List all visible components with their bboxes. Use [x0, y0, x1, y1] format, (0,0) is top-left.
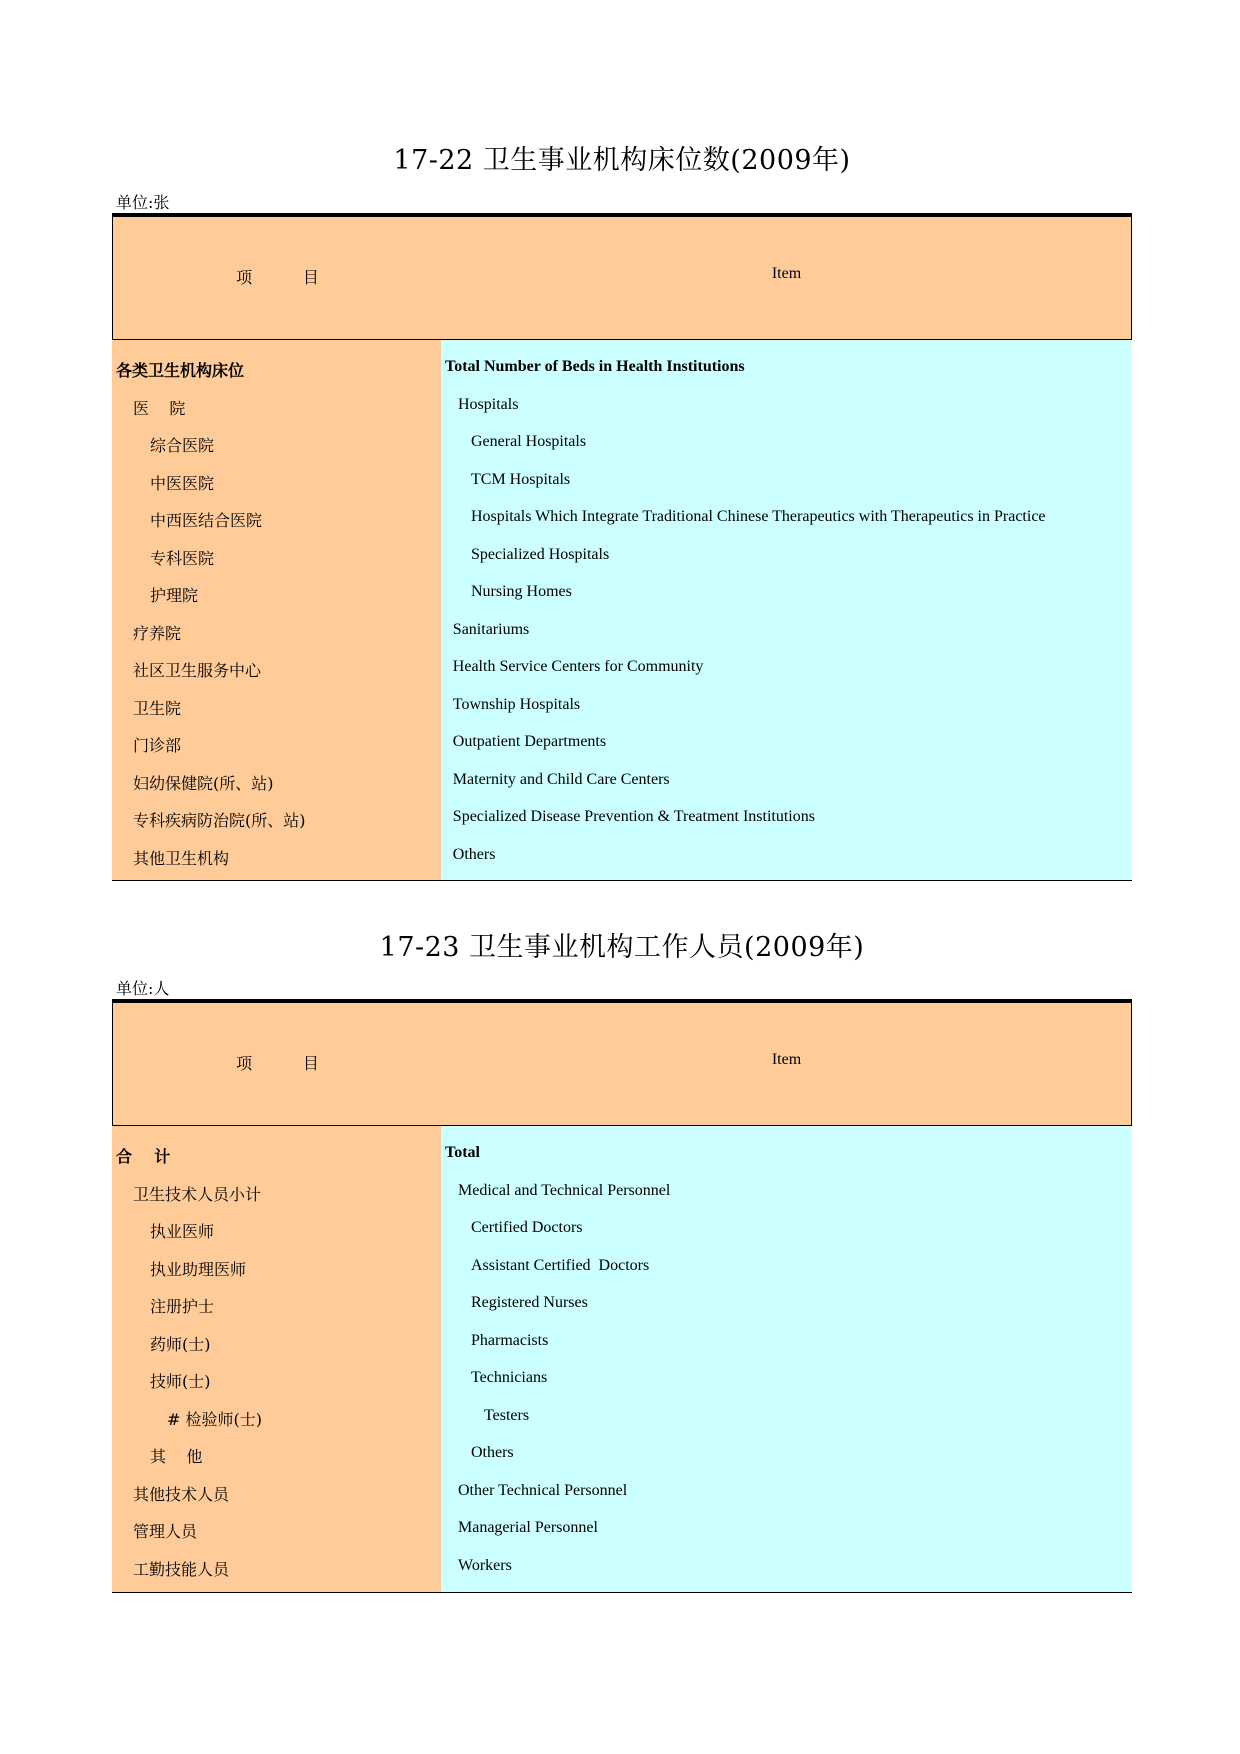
row-label-en: Total Number of Beds in Health Institutions [445, 358, 745, 375]
row-label-cn: 卫生院 [133, 698, 182, 718]
table-row [112, 838, 1132, 876]
row-label-cn: 注册护士 [150, 1297, 215, 1316]
table-row [112, 1174, 1132, 1212]
row-label-cn: 医 院 [133, 398, 186, 418]
row-label-cn: 合 计 [116, 1147, 171, 1166]
row-label-cn: 工勤技能人员 [133, 1559, 230, 1579]
row-label-en: General Hospitals [471, 433, 587, 450]
header-en: Item [771, 265, 802, 282]
table-row [112, 575, 1132, 613]
row-label-en: Total [445, 1144, 480, 1161]
header-cn: 项 目 [236, 268, 319, 287]
row-label-en: Certified Doctors [471, 1219, 583, 1236]
row-label-cn: 执业助理医师 [150, 1259, 247, 1279]
row-label-cn: 社区卫生服务中心 [133, 661, 262, 680]
table-row [112, 1136, 1132, 1174]
table-row [112, 1399, 1132, 1437]
row-label-en: Sanitariums [452, 620, 530, 638]
table-row [112, 1436, 1132, 1474]
unit-label: 单位:张 [116, 193, 170, 212]
table-row [112, 763, 1132, 801]
row-label-cn: 技师(士) [150, 1372, 211, 1391]
table-row [112, 500, 1132, 538]
row-label-en: Assistant Certified Doctors [471, 1256, 650, 1274]
row-label-en: Testers [484, 1406, 530, 1424]
header-cn: 项 目 [236, 1054, 319, 1073]
table-row [112, 1211, 1132, 1249]
row-label-cn: 其他卫生机构 [133, 848, 230, 868]
table-row [112, 725, 1132, 763]
row-label-cn: 门诊部 [133, 736, 182, 755]
table-row [112, 1286, 1132, 1324]
row-label-en: Maternity and Child Care Centers [452, 770, 670, 788]
row-label-en: Workers [458, 1556, 512, 1574]
table-header [112, 999, 1132, 1126]
row-label-en: Others [471, 1444, 514, 1461]
table-row [112, 1474, 1132, 1512]
row-label-cn: 综合医院 [150, 436, 215, 455]
row-label-cn: 疗养院 [133, 623, 182, 643]
table-row [112, 688, 1132, 726]
table-row [112, 800, 1132, 838]
row-label-en: Specialized Disease Prevention & Treatment Institutions [452, 808, 815, 825]
row-label-en: Township Hospitals [452, 695, 581, 713]
row-label-cn: # 检验师(士) [167, 1409, 262, 1429]
row-label-cn: 护理院 [150, 586, 199, 605]
row-label-en: Medical and Technical Personnel [458, 1181, 671, 1199]
row-label-cn: 执业医师 [150, 1222, 215, 1241]
table-row [112, 388, 1132, 426]
row-label-en: TCM Hospitals [471, 470, 571, 488]
row-label-en: Hospitals Which Integrate Traditional Chinese Therapeutics with Therapeutics in Practice [471, 508, 1046, 525]
row-label-en: Pharmacists [471, 1331, 549, 1349]
row-label-cn: 专科疾病防治院(所、站) [133, 811, 306, 830]
table-title: 17-22 卫生事业机构床位数(2009年) [393, 145, 851, 176]
header-en: Item [771, 1051, 802, 1068]
table-row [112, 538, 1132, 576]
row-label-en: Managerial Personnel [458, 1519, 598, 1536]
row-label-en: Registered Nurses [471, 1294, 588, 1311]
table-header [112, 213, 1132, 340]
row-label-cn: 药师(士) [150, 1334, 211, 1354]
table-row [112, 1511, 1132, 1549]
table-row [112, 1249, 1132, 1287]
row-label-en: Nursing Homes [471, 583, 572, 600]
table-row [112, 1361, 1132, 1399]
row-label-en: Outpatient Departments [452, 733, 607, 750]
row-label-cn: 管理人员 [133, 1522, 198, 1541]
row-label-cn: 卫生技术人员小计 [133, 1184, 262, 1204]
table-row [112, 650, 1132, 688]
table-row [112, 1324, 1132, 1362]
row-label-cn: 各类卫生机构床位 [116, 361, 245, 380]
table-body [112, 340, 1132, 881]
row-label-cn: 其他技术人员 [133, 1484, 230, 1504]
row-label-en: Hospitals [458, 395, 519, 413]
table-body [112, 1126, 1132, 1593]
row-label-en: Other Technical Personnel [458, 1481, 628, 1499]
table-row [112, 613, 1132, 651]
table-row [112, 1549, 1132, 1587]
table-title: 17-23 卫生事业机构工作人员(2009年) [379, 932, 865, 963]
row-label-en: Others [452, 845, 496, 863]
row-label-en: Health Service Centers for Community [452, 658, 704, 675]
row-label-cn: 妇幼保健院(所、站) [133, 773, 274, 793]
table-row [112, 425, 1132, 463]
row-label-cn: 专科医院 [150, 548, 215, 568]
table-row [112, 463, 1132, 501]
row-label-cn: 其 他 [150, 1447, 203, 1466]
row-label-en: Technicians [471, 1369, 548, 1386]
row-label-en: Specialized Hospitals [471, 545, 610, 563]
unit-label: 单位:人 [116, 979, 170, 998]
row-label-cn: 中西医结合医院 [150, 511, 263, 530]
row-label-cn: 中医医院 [150, 473, 215, 493]
table-row [112, 350, 1132, 388]
